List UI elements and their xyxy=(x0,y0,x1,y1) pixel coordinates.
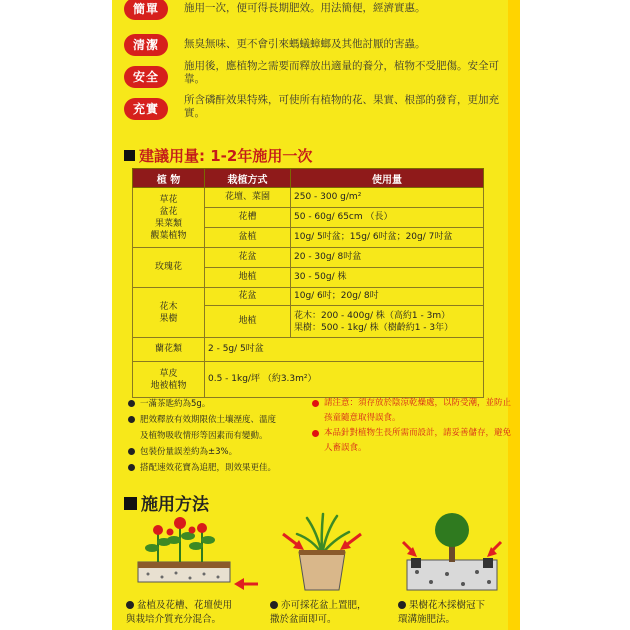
note-item xyxy=(128,444,318,460)
bullet-icon xyxy=(128,464,135,471)
note-item xyxy=(128,412,318,444)
amount-cell: 50 - 60g/ 65cm （長） xyxy=(291,208,484,228)
usage-item xyxy=(398,599,485,627)
note-item xyxy=(128,396,318,412)
feature-badge: 安全 xyxy=(124,66,168,88)
amount-cell: 0.5 - 1kg/坪 （約3.3m²） xyxy=(205,362,484,398)
amount-cell: 30 - 50g/ 株 xyxy=(291,268,484,288)
plant-cell: 草花 盆花 果菜類 觀葉植物 xyxy=(133,188,205,248)
header-amount: 使用量 xyxy=(291,169,484,188)
amount-cell: 花木：200 - 400g/ 株（高約1 - 3m） 果樹：500 - 1kg/ 株（樹齡約1 - 3年） xyxy=(291,306,484,338)
amount-cell: 2 - 5g/ 5吋盆 xyxy=(205,338,484,362)
bullet-icon xyxy=(128,448,135,455)
amount-cell: 10g/ 5吋盆；15g/ 6吋盆；20g/ 7吋盆 xyxy=(291,228,484,248)
usage-text: 盆植及花槽、花壇使用 與栽培介質充分混合。 xyxy=(126,600,233,625)
plant-cell: 花木 果樹 xyxy=(133,288,205,338)
note-text: 肥效釋放有效期限依土壤溼度、溫度 及植物吸收情形等因素而有變動。 xyxy=(140,415,277,441)
feature-text: 所含磷酐效果特殊，可使所有植物的花、果實、根部的發育，更加充實。 xyxy=(184,94,499,119)
method-cell: 花盆 xyxy=(205,248,291,268)
feature-text: 施用後，應植物之需要而釋放出適量的養分，植物不受肥傷。安全可靠。 xyxy=(184,60,499,85)
top-dressing-illustration xyxy=(277,512,367,594)
dosage-title-bold: 建議用量: xyxy=(139,147,205,165)
note-text: 搭配速效花寶為追肥，則效果更佳。 xyxy=(140,463,277,473)
method-cell: 盆植 xyxy=(205,228,291,248)
bullet-icon xyxy=(126,601,134,609)
bullet-icon xyxy=(270,601,278,609)
dosage-section-title xyxy=(124,145,312,166)
note-text: 一滿茶匙約為5g。 xyxy=(140,399,211,409)
square-bullet-icon xyxy=(124,497,137,510)
amount-cell: 10g/ 6吋；20g/ 8吋 xyxy=(291,288,484,306)
usage-item xyxy=(126,599,232,627)
dosage-table xyxy=(132,168,484,398)
amount-cell: 20 - 30g/ 8吋盆 xyxy=(291,248,484,268)
method-cell: 地植 xyxy=(205,306,291,338)
table-row xyxy=(133,338,484,362)
bullet-icon xyxy=(398,601,406,609)
feature-badge: 簡單 xyxy=(124,0,168,20)
table-row xyxy=(133,288,484,306)
table-row xyxy=(133,248,484,268)
warning-bullet-icon xyxy=(312,430,319,437)
warning-bullet-icon xyxy=(312,400,319,407)
feature-badge: 清潔 xyxy=(124,34,168,56)
notes-left xyxy=(128,396,318,476)
bullet-icon xyxy=(128,416,135,423)
method-cell: 花盆 xyxy=(205,288,291,306)
tree-trench-illustration xyxy=(397,512,507,594)
note-item xyxy=(128,460,318,476)
usage-text: 亦可採花盆上置肥， 撒於盆面即可。 xyxy=(270,600,367,625)
method-cell: 地植 xyxy=(205,268,291,288)
warning-text: 本品針對植物生長所需而設計，請妥善儲存，避免人畜誤食。 xyxy=(324,428,512,453)
plant-cell: 玫瑰花 xyxy=(133,248,205,288)
feature-text: 無臭無味、更不會引來螞蟻蟑螂及其他討厭的害蟲。 xyxy=(184,38,426,50)
note-text: 包裝份量誤差約為±3%。 xyxy=(140,447,238,457)
warning-item xyxy=(312,426,512,456)
warning-item xyxy=(312,396,512,426)
amount-cell: 250 - 300 g/m² xyxy=(291,188,484,208)
method-cell: 花槽 xyxy=(205,208,291,228)
header-plant: 植 物 xyxy=(133,169,205,188)
method-cell: 花壇、菜園 xyxy=(205,188,291,208)
notes-warning xyxy=(312,396,512,456)
usage-title: 施用方法 xyxy=(141,495,209,515)
usage-item xyxy=(270,599,367,627)
dosage-title-rest: 1-2年施用一次 xyxy=(205,147,313,165)
plant-cell: 蘭花類 xyxy=(133,338,205,362)
warning-text: 請注意：須存放於陰涼乾燥處，以防受潮，並防止孩童隨意取得誤食。 xyxy=(324,398,512,423)
feature-text: 施用一次，便可得長期肥效。用法簡便，經濟實惠。 xyxy=(184,2,426,14)
table-row xyxy=(133,362,484,398)
table-header-row xyxy=(133,169,484,188)
usage-text: 果樹花木採樹冠下 環溝施肥法。 xyxy=(398,600,486,625)
soil-mixing-illustration xyxy=(134,512,264,594)
header-method: 栽植方式 xyxy=(205,169,291,188)
bullet-icon xyxy=(128,400,135,407)
table-row xyxy=(133,188,484,208)
product-info-panel xyxy=(112,0,520,630)
feature-badge: 充實 xyxy=(124,98,168,120)
plant-cell: 草皮 地被植物 xyxy=(133,362,205,398)
square-bullet-icon xyxy=(124,150,135,161)
